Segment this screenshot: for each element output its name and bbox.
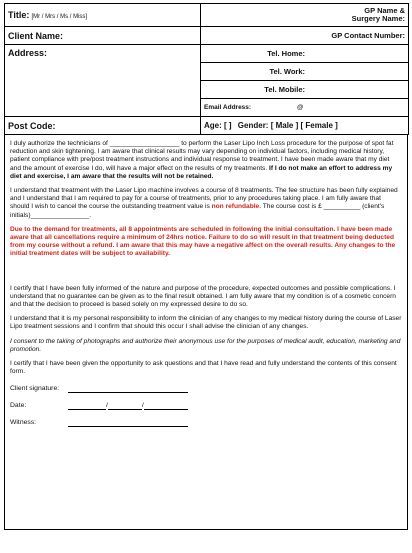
postcode-label: Post Code: — [8, 120, 56, 131]
email-label: Email Address: — [204, 104, 252, 111]
date-day-field[interactable] — [68, 401, 106, 410]
age-gender-cell[interactable] — [201, 117, 409, 135]
email-at: @ — [296, 104, 304, 111]
paragraph-certify-informed: I certify that I have been fully informed of the nature and purpose of the procedure, expected outcomes and possible complications. I understand that no guarantee can be given as to the final result obtained. I am fully aware that my condition is of a cosmetic concern and that the decision to proceed is based solely on my expressed desire to do so. — [10, 284, 396, 309]
client-name-cell[interactable] — [5, 27, 201, 45]
consent-text — [4, 135, 408, 530]
witness-label: Witness: — [10, 419, 37, 427]
date-separator: / — [141, 402, 144, 410]
date-row — [10, 401, 402, 410]
tel-home-cell[interactable] — [201, 45, 409, 63]
diet-warning-text: If I do not make an effort to address my diet and exercise, I am aware that the results will not be retained. — [10, 164, 393, 180]
title-options: [Mr / Mrs / Ms / Miss] — [31, 14, 88, 20]
signature-row — [10, 384, 402, 393]
title-label: Title: — [8, 10, 30, 20]
email-cell[interactable] — [201, 99, 409, 117]
date-year-field[interactable] — [141, 401, 188, 410]
gp-contact-label: GP Contact Number: — [331, 31, 405, 40]
date-label: Date: — [10, 402, 27, 410]
date-month-field[interactable] — [108, 401, 142, 410]
address-cell[interactable] — [5, 45, 201, 117]
witness-row — [10, 418, 402, 427]
tel-mobile-label: Tel. Mobile: — [264, 85, 305, 94]
gender-field[interactable]: Gender: [ Male ] [ Female ] — [237, 121, 338, 130]
paragraph-fees — [10, 187, 402, 220]
age-field[interactable]: Age: [ ] — [204, 121, 232, 130]
postcode-cell[interactable] — [5, 117, 201, 135]
witness-field[interactable] — [68, 418, 188, 427]
client-details-table — [4, 3, 409, 135]
address-label: Address: — [8, 48, 48, 58]
title-cell[interactable] — [5, 4, 201, 27]
paragraph-cancellation: Due to the demand for treatments, all 8 appointments are scheduled in following the initial consultation. I have been made aware that all cancellations require a minimum of 24hrs notice. Failure to do so will result in that treatment being deducted from my course without a refund. I am aware that this may have a negative affect on the overall results. Any changes to the initial treatment dates will be subject to availability. — [10, 225, 396, 258]
paragraph-certify-questions: I certify that I have been given the opportunity to ask questions and that I have read and fully understand the contents of this consent form. — [10, 360, 397, 376]
gp-name-cell[interactable] — [201, 4, 409, 27]
non-refundable-text: non refundable — [211, 203, 260, 211]
gp-name-label: GP Name & Surgery Name: — [351, 6, 405, 23]
authorization-text: I duly authorize the technicians of ___________________ to perform the Laser Lipo Inch Loss procedure for the purpose of spot fat reduction and skin tightening. I am aware that clinical results may vary depending on individual factors, including medical history, patient compliance with pre/post treatment instructions and individual response to treatment. I have been made aware that my diet and the amount of exercise I do, will have a major effect on the results of my treatments. — [10, 140, 394, 172]
signature-field[interactable] — [68, 384, 188, 393]
gp-contact-cell[interactable] — [201, 27, 409, 45]
tel-work-cell[interactable] — [201, 63, 409, 81]
tel-mobile-cell[interactable] — [201, 81, 409, 99]
consent-form — [4, 3, 408, 547]
signature-label: Client signature: — [10, 385, 60, 393]
fees-text: I understand that treatment with the Laser Lipo machine involves a course of 8 treatments. The fee structure has been fully explained and I understand that I am required to pay for a course of treatments, prior to any procedures taking place. I am fully aware that should I wish to cancel the course the outstanding treatment value is — [10, 187, 398, 211]
paragraph-authorization — [10, 140, 402, 181]
course-cost-text: . The course cost is £ __________ (client's initials)________________. — [10, 203, 385, 219]
paragraph-photo-consent: I consent to the taking of photographs and authorize their anonymous use for the purposes of medical audit, education, marketing and promotion. — [10, 337, 401, 353]
date-separator: / — [106, 402, 108, 410]
client-name-label: Client Name: — [8, 30, 64, 41]
paragraph-medical-history: I understand that it is my personal responsibility to inform the clinician of any changes to my medical history during the course of Laser Lipo treatment sessions and I confirm that should this occur I shall advise the clinician of any changes. — [10, 315, 402, 331]
tel-home-label: Tel. Home: — [267, 49, 305, 58]
tel-work-label: Tel. Work: — [269, 67, 305, 76]
